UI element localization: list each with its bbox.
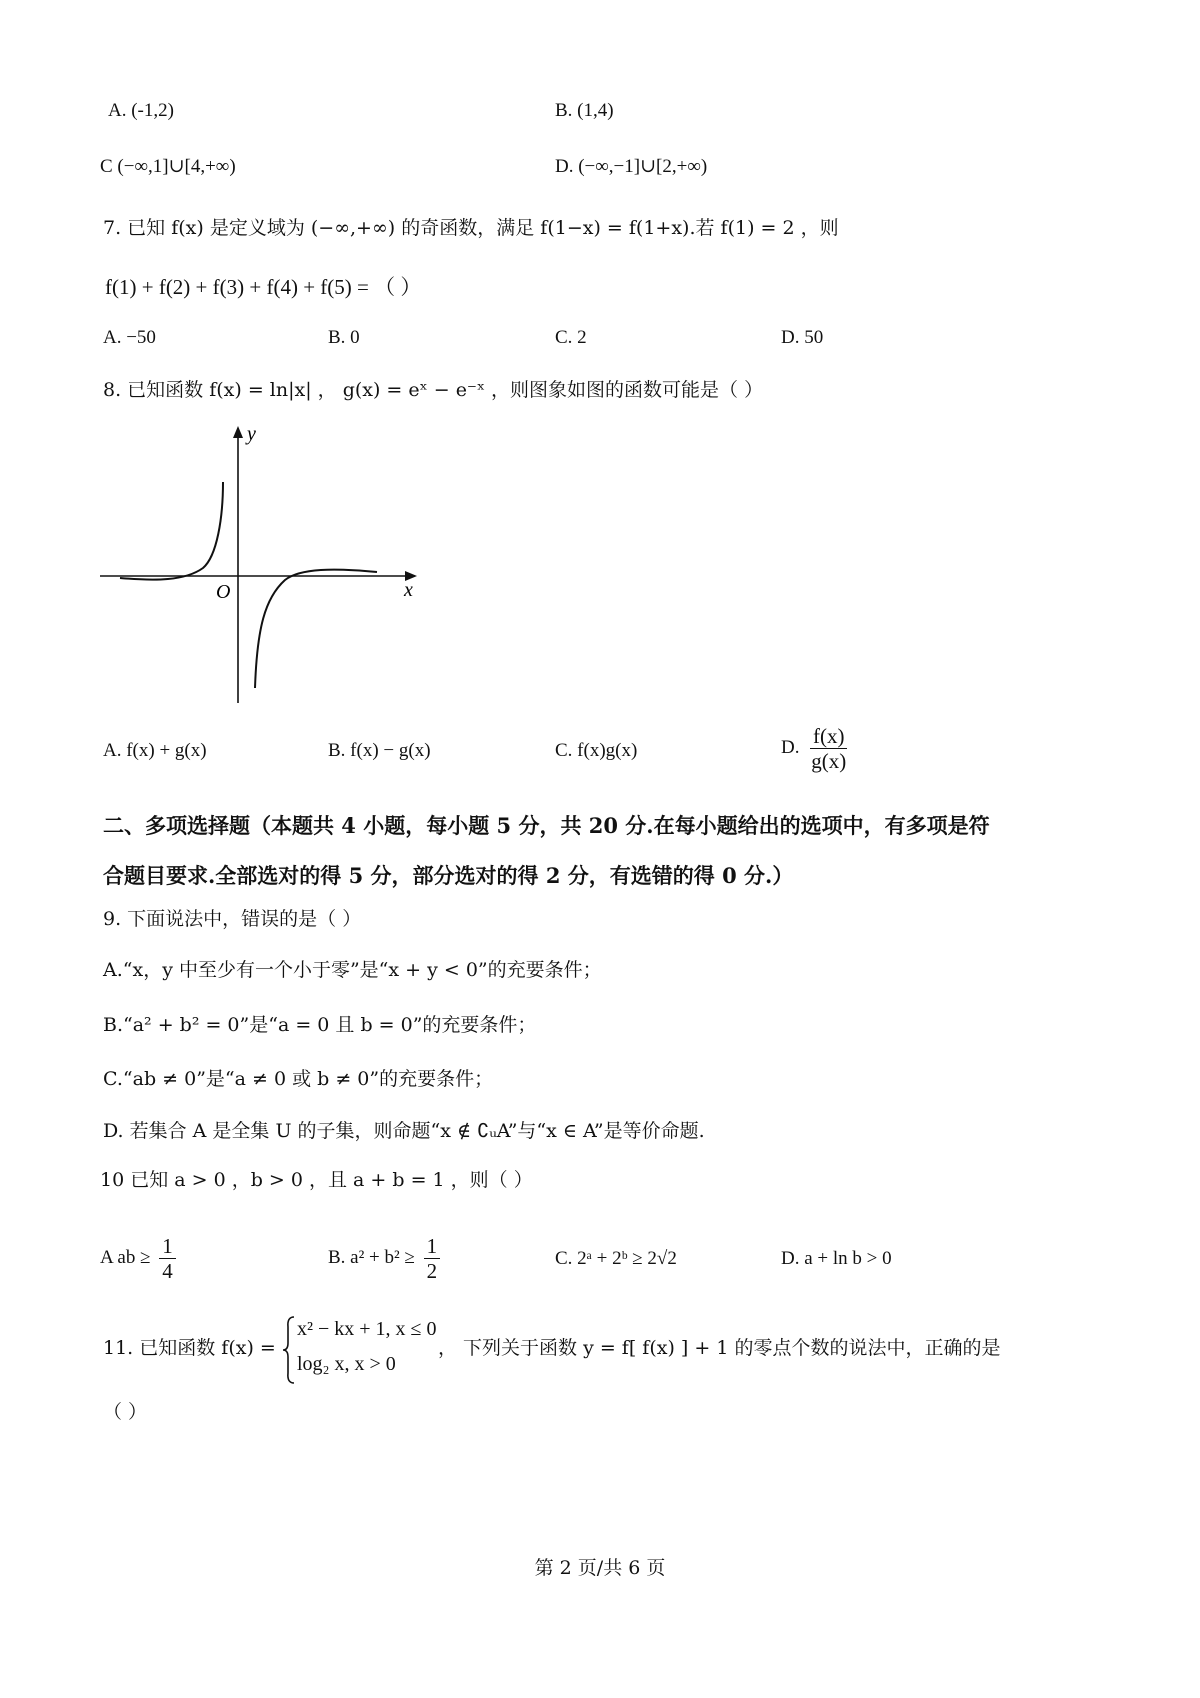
- q7-option-d: D. 50: [781, 327, 824, 348]
- section2-heading-line1: 二、多项选择题（本题共 4 小题，每小题 5 分，共 20 分.在每小题给出的选项中，有多项是符: [103, 813, 990, 838]
- q10-option-b-text: B. a² + b² ≥: [328, 1247, 415, 1268]
- q10-option-a-denominator: 4: [162, 1259, 173, 1284]
- q11-piecewise-brace: [282, 1315, 296, 1385]
- q7-option-b: B. 0: [328, 327, 360, 348]
- q10-option-a: [100, 1234, 180, 1283]
- q7-expression: f(1) + f(2) + f(3) + f(4) + f(5) = （ ）: [105, 275, 422, 299]
- q8-function-graph: [95, 418, 435, 708]
- q8-option-d-denominator: g(x): [811, 749, 847, 774]
- q9-stem: 9. 下面说法中，错误的是（ ）: [103, 908, 362, 930]
- q8-option-c: C. f(x)g(x): [555, 740, 638, 761]
- q7-option-c: C. 2: [555, 327, 587, 348]
- graph-origin-label: O: [216, 581, 231, 603]
- q7-stem: 7. 已知 f(x) 是定义域为 (−∞,+∞) 的奇函数，满足 f(1−x) = f(1+x).若 f(1) = 2 ，则: [103, 217, 839, 239]
- q9-option-b: B.“a² + b² = 0”是“a = 0 且 b = 0”的充要条件；: [103, 1014, 537, 1036]
- q8-option-d-label: D.: [781, 737, 800, 758]
- q6-option-a: A. (-1,2): [108, 100, 174, 121]
- q6-option-d: D. (−∞,−1]∪[2,+∞): [555, 156, 708, 177]
- q10-option-b-denominator: 2: [426, 1259, 438, 1284]
- q8-stem: 8. 已知函数 f(x) = ln|x| ， g(x) = eˣ − e⁻ˣ ，则图象如图的函数可能是（ ）: [103, 379, 764, 401]
- q8-option-a: A. f(x) + g(x): [103, 740, 207, 761]
- q10-stem: 10 已知 a > 0 ，b > 0 ，且 a + b = 1 ，则（ ）: [100, 1169, 533, 1191]
- q11-answer-paren: （ ）: [103, 1401, 148, 1423]
- q10-option-a-numerator: 1: [159, 1234, 176, 1259]
- q11-case-1: x² − kx + 1, x ≤ 0: [297, 1318, 437, 1340]
- q9-option-c: C.“ab ≠ 0”是“a ≠ 0 或 b ≠ 0”的充要条件；: [103, 1068, 494, 1090]
- q10-option-b-numerator: 1: [424, 1234, 441, 1259]
- q8-option-d-numerator: f(x): [810, 724, 847, 749]
- q9-option-d: D. 若集合 A 是全集 U 的子集，则命题“x ∉ ∁ᵤA”与“x ∈ A”是等价命题.: [103, 1120, 705, 1142]
- graph-y-label: y: [247, 423, 256, 445]
- q6-option-c: C (−∞,1]∪[4,+∞): [100, 156, 236, 177]
- q11-case-2: log₂ x, x > 0: [297, 1353, 396, 1375]
- q10-option-a-text: A ab ≥: [100, 1247, 151, 1268]
- q8-option-b: B. f(x) − g(x): [328, 740, 431, 761]
- q8-option-d: [781, 724, 853, 773]
- q11-prefix: 11. 已知函数 f(x) =: [103, 1337, 276, 1359]
- q6-option-b: B. (1,4): [555, 100, 614, 121]
- q11-suffix: ， 下列关于函数 y = f[ f(x) ] + 1 的零点个数的说法中，正确的是: [438, 1337, 1001, 1359]
- page-footer: 第 2 页/共 6 页: [534, 1557, 666, 1579]
- q10-option-c: C. 2ᵃ + 2ᵇ ≥ 2√2: [555, 1248, 677, 1269]
- q10-option-b: [328, 1234, 444, 1283]
- section2-heading-line2: 合题目要求.全部选对的得 5 分，部分选对的得 2 分，有选错的得 0 分.）: [103, 863, 794, 888]
- q7-option-a: A. −50: [103, 327, 156, 348]
- graph-x-label: x: [404, 579, 413, 601]
- q9-option-a: A.“x，y 中至少有一个小于零”是“x + y < 0”的充要条件；: [103, 959, 602, 981]
- q10-option-d: D. a + ln b > 0: [781, 1248, 892, 1269]
